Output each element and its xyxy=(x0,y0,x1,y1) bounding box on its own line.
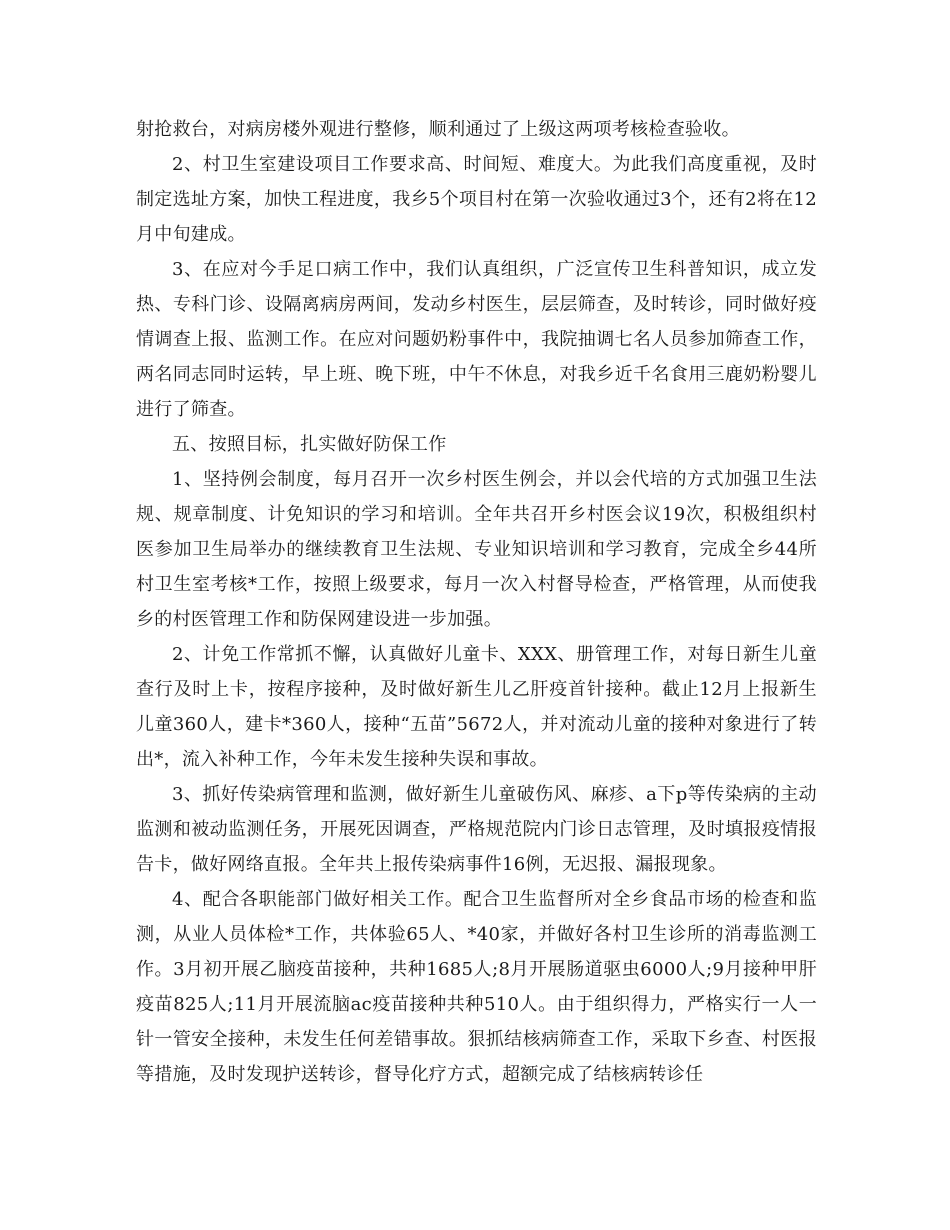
paragraph-immunization: 2、计免工作常抓不懈，认真做好儿童卡、XXX、册管理工作，对每日新生儿童查行及时上卡，按程序接种，及时做好新生儿乙肝疫首针接种。截止12月上报新生儿童360人，建卡*360人，接种“五苗”5672人，并对流动儿童的接种对象进行了转出*，流入补种工作，今年未发生接种失误和事故。 xyxy=(136,644,817,770)
document-body xyxy=(136,112,817,1092)
paragraph-infectious-disease: 3、抓好传染病管理和监测，做好新生儿童破伤风、麻疹、a下p等传染病的主动监测和被动监测任务，开展死因调查，严格规范院内门诊日志管理，及时填报疫情报告卡，做好网络直报。全年共上报传染病事件16例，无迟报、漏报现象。 xyxy=(136,784,817,875)
paragraph-village-clinic: 2、村卫生室建设项目工作要求高、时间短、难度大。为此我们高度重视，及时制定选址方案，加快工程进度，我乡5个项目村在第一次验收通过3个，还有2将在12月中旬建成。 xyxy=(136,154,817,245)
paragraph-regular-meetings: 1、坚持例会制度，每月召开一次乡村医生例会，并以会代培的方式加强卫生法规、规章制度、计免知识的学习和培训。全年共召开乡村医会议19次，积极组织村医参加卫生局举办的继续教育卫生法规、专业知识培训和学习教育，完成全乡44所村卫生室考核*工作，按照上级要求，每月一次入村督导检查，严格管理，从而使我乡的村医管理工作和防保网建设进一步加强。 xyxy=(136,469,817,630)
section-heading-prevention: 五、按照目标，扎实做好防保工作 xyxy=(172,434,447,455)
paragraph-cooperation: 4、配合各职能部门做好相关工作。配合卫生监督所对全乡食品市场的检查和监测，从业人员体检*工作，共体验65人、*40家，并做好各村卫生诊所的消毒监测工作。3月初开展乙脑疫苗接种，共种1685人;8月开展肠道驱虫6000人;9月接种甲肝疫苗825人;11月开展流脑ac疫苗接种共种510人。由于组织得力，严格实行一人一针一管安全接种，未发生任何差错事故。狠抓结核病筛查工作，采取下乡查、村医报等措施，及时发现护送转诊，督导化疗方式，超额完成了结核病转诊任 xyxy=(136,889,817,1085)
paragraph-hfmd-response: 3、在应对今手足口病工作中，我们认真组织，广泛宣传卫生科普知识，成立发热、专科门诊、设隔离病房两间，发动乡村医生，层层筛查，及时转诊，同时做好疫情调查上报、监测工作。在应对问题奶粉事件中，我院抽调七名人员参加筛查工作，两名同志同时运转，早上班、晚下班，中午不休息，对我乡近千名食用三鹿奶粉婴儿进行了筛查。 xyxy=(136,259,817,420)
paragraph-continuation: 射抢救台，对病房楼外观进行整修，顺利通过了上级这两项考核检查验收。 xyxy=(136,119,740,140)
